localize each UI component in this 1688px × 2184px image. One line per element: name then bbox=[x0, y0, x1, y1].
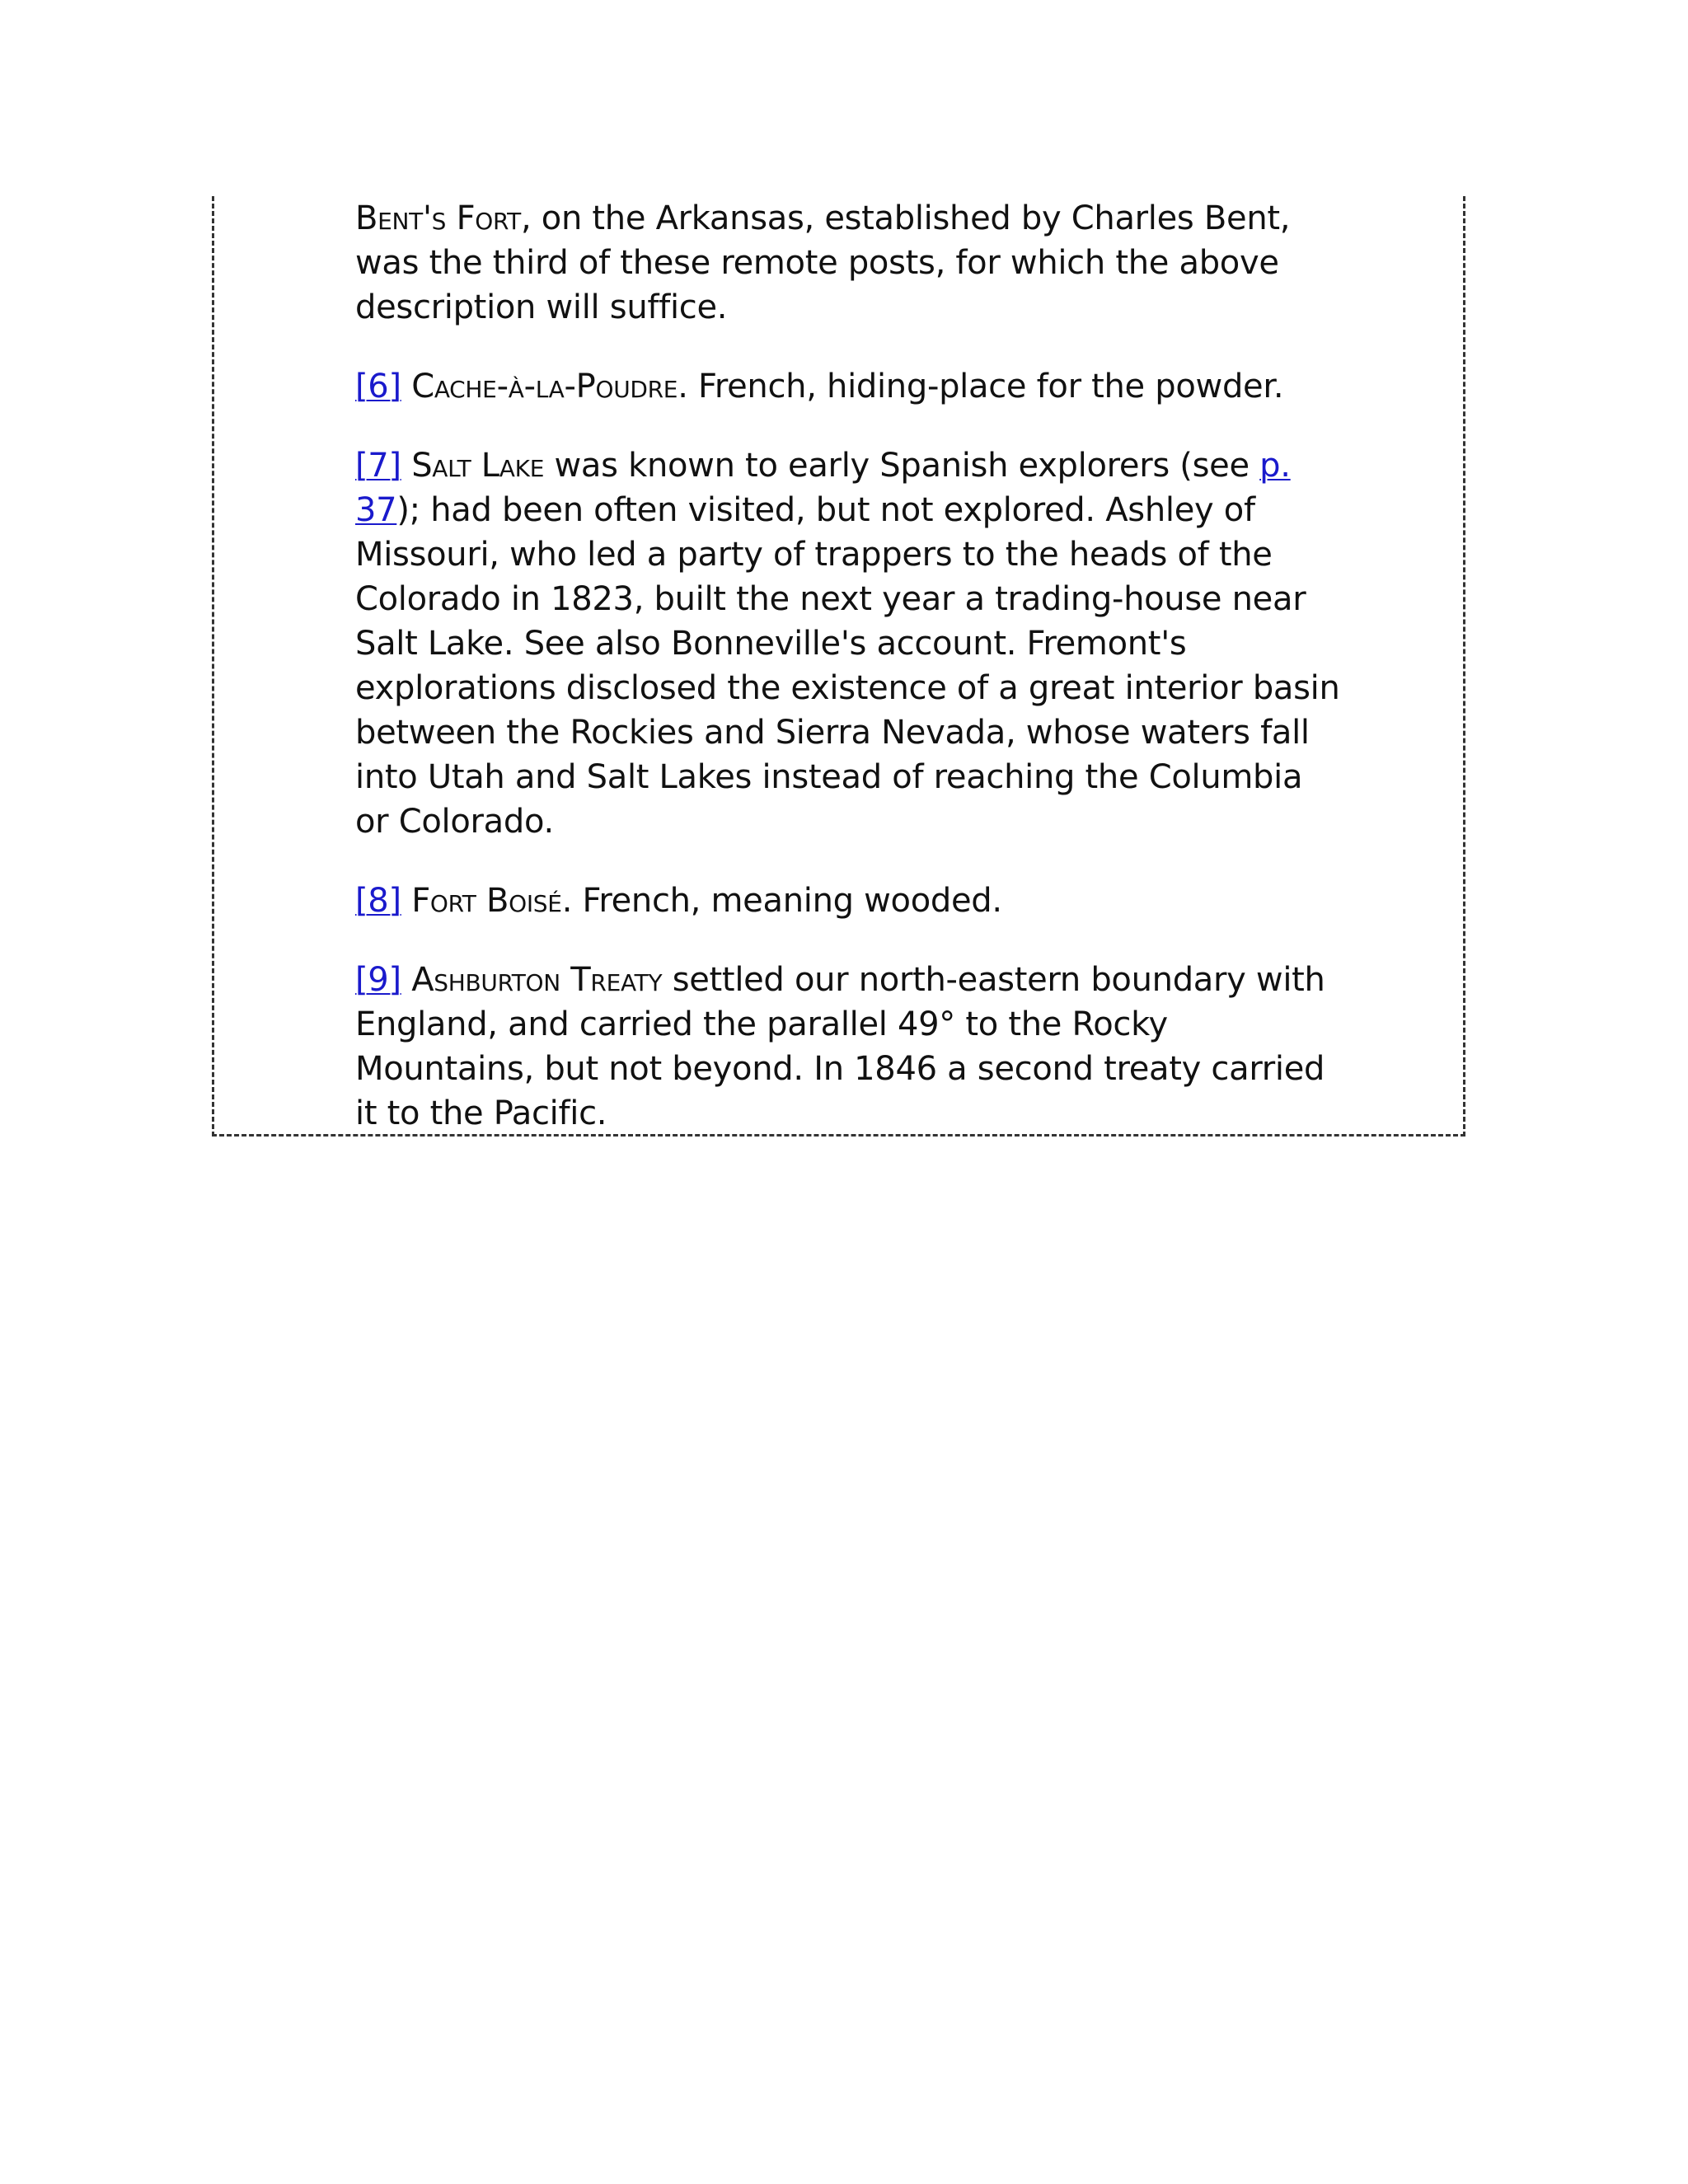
footnotes bbox=[355, 196, 1344, 1170]
footnote-9 bbox=[355, 958, 1344, 1136]
footnote-text: was known to early Spanish explorers (see bbox=[544, 447, 1260, 485]
footnote-6-link[interactable]: [6] bbox=[355, 368, 401, 405]
footnote-9-link[interactable]: [9] bbox=[355, 961, 401, 999]
footnote-bents-fort bbox=[355, 196, 1344, 330]
footnote-term: Cache-à-la-Poudre bbox=[411, 368, 678, 405]
footnote-text: settled our north-eastern boundary with England, and carried the parallel 49° to the Rocky Mountains, but not beyond. In 1846 a second treaty carried it to the Pacific. bbox=[355, 961, 1325, 1132]
footnote-7 bbox=[355, 443, 1344, 844]
footnote-text: ); had been often visited, but not explored. Ashley of Missouri, who led a party of trappers to the heads of the Colorado in 1823, built the next year a trading-house near Salt Lake. See also Bonneville's account. Fremont's explorations disclosed the existence of a great interior basin between the Rockies and Sierra Nevada, whose waters fall into Utah and Salt Lakes instead of reaching the Columbia or Colorado. bbox=[355, 491, 1340, 841]
footnote-8 bbox=[355, 879, 1344, 923]
footnote-8-link[interactable]: [8] bbox=[355, 882, 401, 920]
footnote-term: Bent's Fort bbox=[355, 199, 521, 237]
footnote-text: . French, meaning wooded. bbox=[561, 882, 1002, 920]
footnote-term: Fort Boisé bbox=[411, 882, 562, 920]
footnote-text: . French, hiding-place for the powder. bbox=[678, 368, 1284, 405]
page-37-link[interactable]: p. 37 bbox=[355, 447, 1291, 529]
footnote-term: Salt Lake bbox=[411, 447, 545, 485]
footnote-term: Ashburton Treaty bbox=[411, 961, 663, 999]
footnote-6 bbox=[355, 364, 1344, 409]
footnote-7-link[interactable]: [7] bbox=[355, 447, 401, 485]
footnote-text: , on the Arkansas, established by Charles Bent, was the third of these remote posts, for which the above description will suffice. bbox=[355, 199, 1291, 326]
